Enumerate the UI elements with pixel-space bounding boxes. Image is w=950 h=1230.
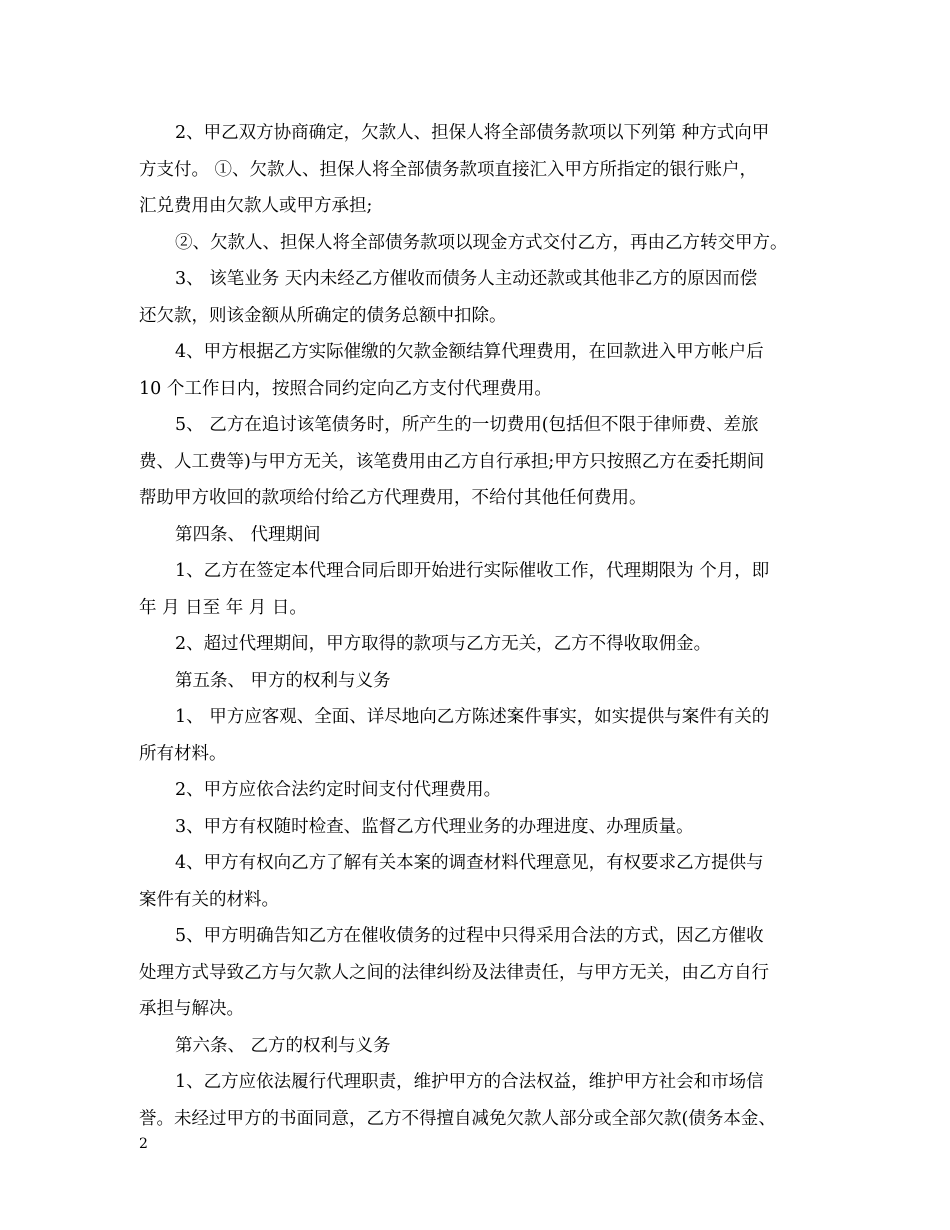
text-line: 费、人工费等)与甲方无关，该笔费用由乙方自行承担;甲方只按照乙方在委托期间 (139, 451, 765, 472)
text-line: 第五条、 甲方的权利与义务 (175, 670, 391, 691)
paragraph (139, 699, 819, 772)
text-line: 年 月 日至 年 月 日。 (139, 597, 307, 618)
document-body (139, 115, 819, 1137)
text-line: 2、甲方应依合法约定时间支付代理费用。 (175, 780, 502, 800)
text-line: 汇兑费用由欠款人或甲方承担; (139, 196, 373, 216)
text-line: 1、乙方在签定本代理合同后即开始进行实际催收工作，代理期限为 个月，即 (175, 561, 770, 581)
text-line: 承担与解决。 (139, 999, 244, 1019)
paragraph (139, 1064, 819, 1137)
paragraph (139, 626, 819, 663)
text-line: 2、超过代理期间，甲方取得的款项与乙方无关，乙方不得收取佣金。 (175, 634, 712, 654)
paragraph (139, 809, 819, 846)
paragraph (139, 553, 819, 626)
paragraph (139, 517, 819, 554)
text-line: 2、甲乙双方协商确定，欠款人、担保人将全部债务款项以下列第 种方式向甲 (175, 123, 770, 143)
paragraph (139, 407, 819, 517)
text-line: 案件有关的材料。 (139, 889, 279, 910)
paragraph (139, 663, 819, 700)
text-line: 方支付。 ①、欠款人、担保人将全部债务款项直接汇入甲方所指定的银行账户， (139, 159, 758, 180)
text-line: 誉。未经过甲方的书面同意，乙方不得擅自减免欠款人部分或全部欠款(债务本金、 (139, 1108, 776, 1129)
text-line: 3、 该笔业务 天内未经乙方催收而债务人主动还款或其他非乙方的原因而偿 (175, 269, 758, 289)
text-line: 4、甲方有权向乙方了解有关本案的调查材料代理意见，有权要求乙方提供与 (175, 853, 764, 873)
page-number: 2 (139, 1136, 148, 1152)
text-line: 10 个工作日内，按照合同约定向乙方支付代理费用。 (139, 378, 552, 399)
text-line: 1、乙方应依法履行代理职责，维护甲方的合法权益，维护甲方社会和市场信 (175, 1072, 764, 1092)
text-line: ②、欠款人、担保人将全部债务款项以现金方式交付乙方，再由乙方转交甲方。 (175, 232, 788, 253)
paragraph (139, 261, 819, 334)
paragraph (139, 918, 819, 1028)
text-line: 4、甲方根据乙方实际催缴的欠款金额结算代理费用，在回款进入甲方帐户后 (175, 342, 764, 362)
paragraph (139, 772, 819, 809)
text-line: 第四条、 代理期间 (175, 524, 321, 545)
text-line: 所有材料。 (139, 743, 227, 764)
text-line: 处理方式导致乙方与欠款人之间的法律纠纷及法律责任，与甲方无关，由乙方自行 (139, 962, 769, 983)
text-line: 第六条、 乙方的权利与义务 (175, 1035, 391, 1056)
paragraph (139, 334, 819, 407)
text-line: 5、甲方明确告知乙方在催收债务的过程中只得采用合法的方式，因乙方催收 (175, 926, 764, 946)
text-line: 3、甲方有权随时检查、监督乙方代理业务的办理进度、办理质量。 (175, 816, 694, 837)
text-line: 1、 甲方应客观、全面、详尽地向乙方陈述案件事实，如实提供与案件有关的 (175, 707, 770, 727)
text-line: 还欠款，则该金额从所确定的债务总额中扣除。 (139, 305, 507, 326)
text-line: 5、 乙方在追讨该笔债务时，所产生的一切费用(包括但不限于律师费、差旅 (175, 415, 759, 435)
paragraph (139, 115, 819, 225)
text-line: 帮助甲方收回的款项给付给乙方代理费用，不给付其他任何费用。 (139, 488, 647, 508)
paragraph (139, 845, 819, 918)
paragraph (139, 1028, 819, 1065)
paragraph (139, 225, 819, 262)
